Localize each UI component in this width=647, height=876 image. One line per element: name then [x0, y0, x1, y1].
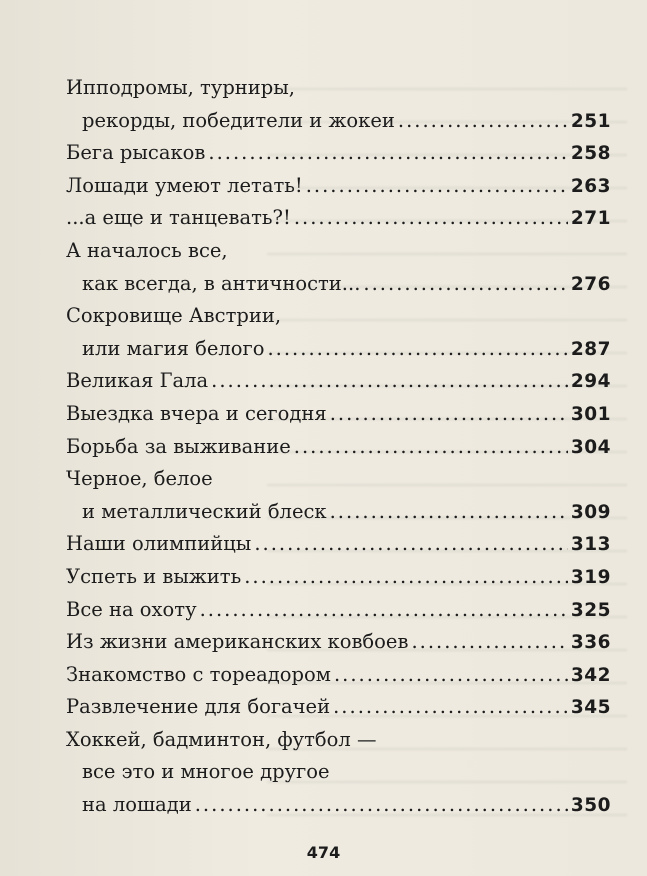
toc-entry-page-number: 263	[570, 175, 611, 197]
toc-entry	[66, 626, 611, 659]
toc-entry	[66, 594, 611, 627]
toc-entry-row	[66, 724, 611, 757]
toc-entry-row	[66, 72, 611, 105]
toc-entry-row	[66, 202, 611, 236]
toc-entry-title: на лошади	[82, 793, 192, 817]
toc-entry-title: и металлический блеск	[82, 499, 327, 523]
page-number: 474	[306, 843, 341, 862]
toc-leader-dots	[363, 268, 567, 301]
toc-entry	[66, 496, 611, 529]
toc-entry-title: А началось все,	[66, 238, 228, 262]
toc-entry	[66, 300, 611, 333]
toc-leader-dots	[334, 659, 568, 692]
toc-entry-page-number: 336	[570, 632, 611, 654]
toc-entry	[66, 528, 611, 561]
toc-entry	[66, 659, 611, 692]
toc-entry-page-number: 319	[570, 566, 611, 588]
toc-entry-row	[66, 431, 611, 465]
toc-entry-title: Все на охоту	[66, 597, 197, 621]
toc-entry-title: Черное, белое	[66, 467, 213, 491]
toc-entry-page-number: 271	[570, 208, 611, 230]
toc-leader-dots	[330, 496, 568, 529]
toc-entry-row	[82, 333, 611, 367]
toc-entry-page-number: 294	[570, 371, 611, 393]
toc-entry-title: как всегда, в античности...	[82, 271, 361, 295]
toc-entry-title: Успеть и выжить	[66, 564, 242, 588]
toc-entry-page-number: 301	[570, 403, 611, 425]
toc-entry-title: или магия белого	[82, 336, 265, 360]
toc-leader-dots	[211, 365, 568, 398]
toc-entry-title: ...а еще и танцевать?!	[66, 206, 291, 230]
toc-entry	[66, 202, 611, 235]
toc-entry-title: Лошади умеют летать!	[66, 173, 303, 197]
toc-leader-dots	[306, 170, 568, 203]
toc-entry	[66, 463, 611, 496]
toc-entry-title: Борьба за выживание	[66, 434, 291, 458]
toc-entry-row	[66, 594, 611, 628]
toc-entry-page-number: 276	[570, 273, 611, 295]
toc-leader-dots	[330, 398, 568, 431]
toc-entry-row	[66, 528, 611, 562]
toc-entry	[66, 431, 611, 464]
toc-entry-row	[66, 659, 611, 693]
toc-leader-dots	[411, 626, 567, 659]
toc-entry-title: рекорды, победители и жокеи	[82, 108, 395, 132]
toc-entry-page-number: 287	[570, 338, 611, 360]
table-of-contents	[66, 72, 611, 822]
toc-entry-row	[82, 789, 611, 823]
toc-leader-dots	[267, 333, 567, 366]
toc-entry-row	[66, 300, 611, 333]
toc-leader-dots	[208, 137, 568, 170]
toc-entry	[66, 561, 611, 594]
toc-entry	[66, 724, 611, 757]
toc-entry-row	[66, 691, 611, 725]
toc-entry-title: Хоккей, бадминтон, футбол —	[66, 727, 377, 751]
toc-entry-row	[82, 756, 611, 789]
toc-entry	[66, 756, 611, 789]
toc-entry-page-number: 345	[570, 697, 611, 719]
toc-entry-page-number: 309	[570, 501, 611, 523]
toc-entry-title: Знакомство с тореадором	[66, 662, 331, 686]
toc-entry-row	[82, 105, 611, 139]
toc-entry-title: Ипподромы, турниры,	[66, 76, 295, 99]
toc-leader-dots	[244, 561, 568, 594]
toc-entry	[66, 105, 611, 138]
toc-entry-row	[66, 463, 611, 496]
toc-entry-row	[66, 170, 611, 204]
toc-entry-page-number: 350	[570, 795, 611, 817]
toc-entry	[66, 137, 611, 170]
toc-leader-dots	[398, 105, 568, 138]
toc-entry	[66, 789, 611, 822]
toc-entry-title: Наши олимпийцы	[66, 532, 252, 556]
toc-entry-page-number: 251	[570, 110, 611, 132]
toc-entry	[66, 235, 611, 268]
toc-entry	[66, 333, 611, 366]
toc-entry-page-number: 258	[570, 143, 611, 165]
toc-entry-title: Из жизни американских ковбоев	[66, 630, 409, 654]
toc-entry-row	[66, 137, 611, 171]
toc-entry-page-number: 342	[570, 664, 611, 686]
toc-leader-dots	[333, 691, 568, 724]
toc-leader-dots	[195, 789, 568, 822]
toc-entry-row	[66, 398, 611, 432]
toc-entry-title: Великая Гала	[66, 369, 209, 393]
toc-entry	[66, 170, 611, 203]
toc-entry	[66, 72, 611, 105]
toc-leader-dots	[200, 594, 568, 627]
toc-entry-row	[66, 561, 611, 595]
toc-entry-title: Развлечение для богачей	[66, 695, 331, 719]
toc-entry	[66, 268, 611, 301]
toc-entry	[66, 691, 611, 724]
toc-entry-title: Бега рысаков	[66, 141, 206, 165]
toc-leader-dots	[294, 431, 568, 464]
toc-entry-title: все это и многое другое	[82, 760, 330, 784]
toc-leader-dots	[254, 528, 568, 561]
toc-entry-row	[66, 235, 611, 268]
toc-entry	[66, 398, 611, 431]
toc-entry-page-number: 325	[570, 599, 611, 621]
toc-entry-row	[66, 626, 611, 660]
toc-entry	[66, 365, 611, 398]
toc-entry-page-number: 313	[570, 534, 611, 556]
toc-entry-row	[82, 268, 611, 302]
toc-entry-row	[82, 496, 611, 530]
toc-entry-row	[66, 365, 611, 399]
toc-entry-page-number: 304	[570, 436, 611, 458]
toc-entry-title: Выездка вчера и сегодня	[66, 401, 327, 425]
toc-entry-title: Сокровище Австрии,	[66, 304, 282, 328]
toc-leader-dots	[294, 202, 568, 235]
